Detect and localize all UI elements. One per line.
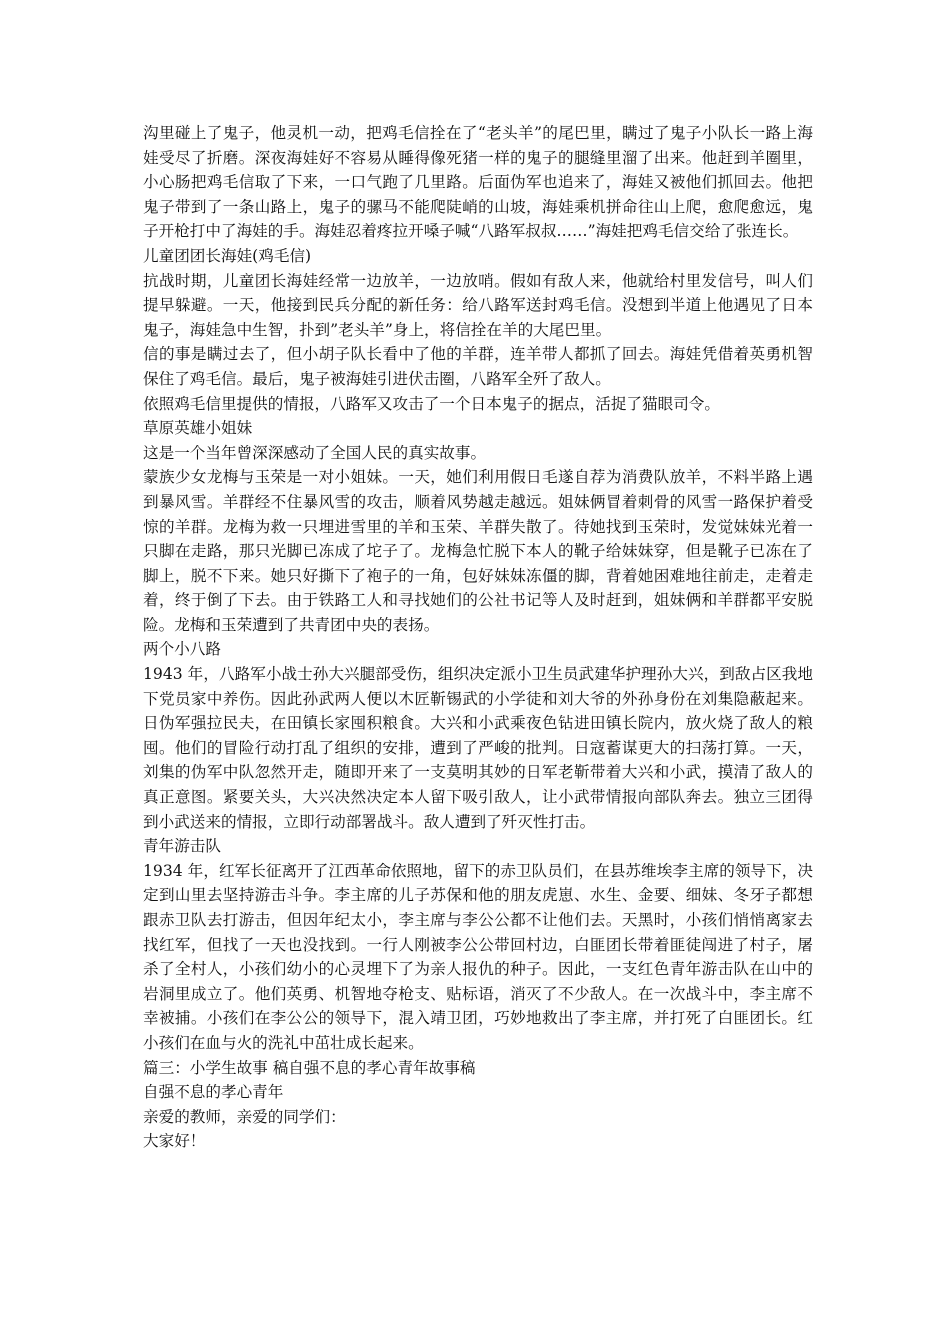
story-paragraph: 依照鸡毛信里提供的情报，八路军又攻击了一个日本鬼子的据点，活捉了猫眼司令。 (143, 394, 720, 413)
story-paragraph: 这是一个当年曾深深感动了全国人民的真实故事。 (143, 443, 487, 462)
speech-greeting: 大家好！ (143, 1132, 206, 1151)
speech-salutation: 亲爱的教师，亲爱的同学们： (143, 1107, 346, 1126)
section-heading: 草原英雄小姐妹 (143, 419, 253, 438)
story-paragraph: 抗战时期，儿童团长海娃经常一边放羊，一边放哨。假如有敌人来，他就给村里发信号，叫人们提早躲避。一天，他接到民兵分配的新任务：给八路军送封鸡毛信。没想到半道上他遇见了日本鬼子，海娃急中生智，扑到”老头羊”身上，将信拴在羊的大尾巴里。 (143, 271, 813, 339)
story-paragraph: 信的事是瞒过去了，但小胡子队长看中了他的羊群，连羊带人都抓了回去。海娃凭借着英勇机智保住了鸡毛信。最后，鬼子被海娃引进伏击圈，八路军全歼了敌人。 (143, 345, 813, 388)
story-paragraph: 蒙族少女龙梅与玉荣是一对小姐妹。一天，她们利用假日毛遂自荐为消费队放羊，不料半路上遇到暴风雪。羊群经不住暴风雪的攻击，顺着风势越走越远。姐妹俩冒着刺骨的风雪一路保护着受惊的羊群。龙梅为救一只埋进雪里的羊和玉荣、羊群失散了。待她找到玉荣时，发觉妹妹光着一只脚在走路，那只光脚已冻成了坨子了。龙梅急忙脱下本人的靴子给妹妹穿，但是靴子已冻在了脚上，脱不下来。她只好撕下了袍子的一角，包好妹妹冻僵的脚，背着她困难地往前走，走着走着，终于倒了下去。由于铁路工人和寻找她们的公社书记等人及时赶到，姐妹俩和羊群都平安脱险。龙梅和玉荣遭到了共青团中央的表扬。 (143, 468, 813, 634)
story-paragraph: 1943 年，八路军小战士孙大兴腿部受伤，组织决定派小卫生员武建华护理孙大兴，到敌占区我地下党员家中养伤。因此孙武两人便以木匠靳锡武的小学徒和刘大爷的外孙身份在刘集隐蔽起来。日伪军强拉民夫，在田镇长家囤积粮食。大兴和小武乘夜色钻进田镇长院内，放火烧了敌人的粮囤。他们的冒险行动打乱了组织的安排，遭到了严峻的批判。日寇蓄谋更大的扫荡打算。一天，刘集的伪军中队忽然开走，随即开来了一支莫明其妙的日军老靳带着大兴和小武，摸清了敌人的真正意图。紧要关头，大兴决然决定本人留下吸引敌人，让小武带情报向部队奔去。独立三团得到小武送来的情报，立即行动部署战斗。敌人遭到了歼灭性打击。 (143, 665, 813, 831)
document-page (143, 121, 813, 1154)
section-heading: 两个小八路 (143, 640, 221, 659)
section-heading: 青年游击队 (143, 837, 221, 856)
chapter-heading: 篇三：小学生故事 稿自强不息的孝心青年故事稿 (143, 1058, 476, 1077)
section-heading: 儿童团团长海娃(鸡毛信) (143, 246, 312, 265)
story-paragraph: 沟里碰上了鬼子，他灵机一动，把鸡毛信拴在了“老头羊”的尾巴里，瞒过了鬼子小队长一路上海娃受尽了折磨。深夜海娃好不容易从睡得像死猪一样的鬼子的腿缝里溜了出来。他赶到羊圈里，小心肠把鸡毛信取了下来，一口气跑了几里路。后面伪军也追来了，海娃又被他们抓回去。他把鬼子带到了一条山路上，鬼子的骡马不能爬陡峭的山坡，海娃乘机拼命往山上爬，愈爬愈远，鬼子开枪打中了海娃的手。海娃忍着疼拉开嗓子喊“八路军叔叔……”海娃把鸡毛信交给了张连长。 (143, 124, 813, 241)
speech-title: 自强不息的孝心青年 (143, 1083, 284, 1102)
story-paragraph: 1934 年，红军长征离开了江西革命依照地，留下的赤卫队员们，在县苏维埃李主席的领导下，决定到山里去坚持游击斗争。李主席的儿子苏保和他的朋友虎崽、水生、金要、细妹、冬牙子都想跟赤卫队去打游击，但因年纪太小，李主席与李公公都不让他们去。天黑时，小孩们悄悄离家去找红军，但找了一天也没找到。一行人刚被李公公带回村边，白匪团长带着匪徒闯进了村子，屠杀了全村人，小孩们幼小的心灵埋下了为亲人报仇的种子。因此，一支红色青年游击队在山中的岩洞里成立了。他们英勇、机智地夺枪支、贴标语，消灭了不少敌人。在一次战斗中，李主席不幸被捕。小孩们在李公公的领导下，混入靖卫团，巧妙地救出了李主席，并打死了白匪团长。红小孩们在血与火的洗礼中茁壮成长起来。 (143, 861, 813, 1052)
